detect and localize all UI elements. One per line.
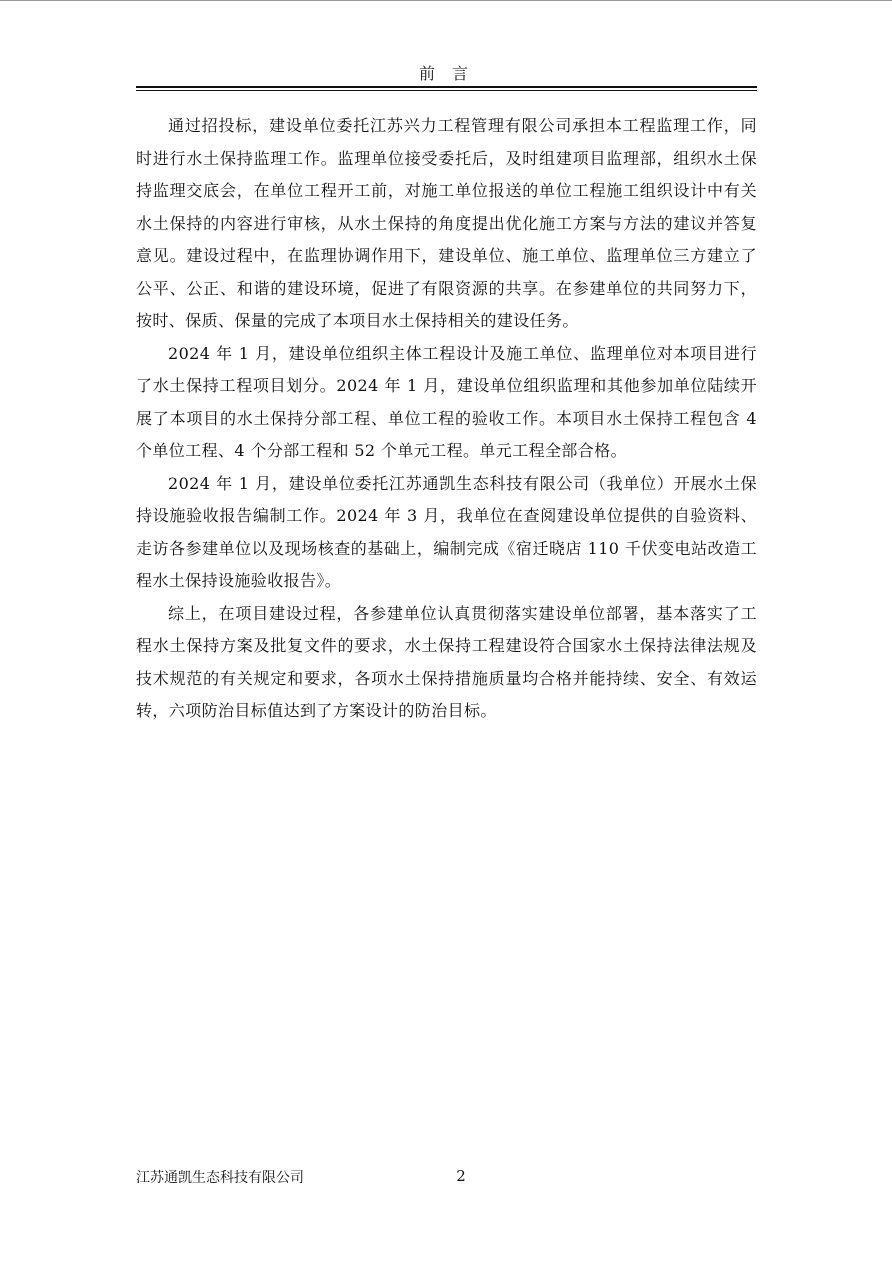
page-header-title: 前 言	[418, 64, 475, 83]
page-top-edge	[0, 0, 892, 1]
paragraph-supervision: 通过招投标，建设单位委托江苏兴力工程管理有限公司承担本工程监理工作，同时进行水土保持监理工作。监理单位接受委托后，及时组建项目监理部，组织水土保持监理交底会，在单位工程开工前，对施工单位报送的单位工程施工组织设计中有关水土保持的内容进行审核，从水土保持的角度提出优化施工方案与方法的建议并答复意见。建设过程中，在监理协调作用下，建设单位、施工单位、监理单位三方建立了公平、公正、和谐的建设环境，促进了有限资源的共享。在参建单位的共同努力下，按时、保质、保量的完成了本项目水土保持相关的建设任务。	[136, 116, 757, 330]
document-body	[136, 110, 757, 728]
header-rule-thick	[136, 86, 757, 88]
header-rule-thin	[136, 90, 757, 91]
paragraph-project-division: 2024 年 1 月，建设单位组织主体工程设计及施工单位、监理单位对本项目进行了水土保持工程项目划分。2024 年 1 月，建设单位组织监理和其他参加单位陆续开展了本项目的水土保持分部工程、单位工程的验收工作。本项目水土保持工程包含 4 个单位工程、4 个分部工程和 52 个单元工程。单元工程全部合格。	[136, 343, 757, 460]
paragraph-conclusion: 综上，在项目建设过程，各参建单位认真贯彻落实建设单位部署，基本落实了工程水土保持方案及批复文件的要求，水土保持工程建设符合国家水土保持法律法规及技术规范的有关规定和要求，各项水土保持措施质量均合格并能持续、安全、有效运转，六项防治目标值达到了方案设计的防治目标。	[136, 603, 757, 720]
footer-company-name: 江苏通凯生态科技有限公司	[136, 1170, 304, 1186]
paragraph-report-preparation: 2024 年 1 月，建设单位委托江苏通凯生态科技有限公司（我单位）开展水土保持设施验收报告编制工作。2024 年 3 月，我单位在查阅建设单位提供的自验资料、走访各参建单位以及现场核查的基础上，编制完成《宿迁晓店 110 千伏变电站改造工程水土保持设施验收报告》。	[136, 473, 757, 590]
footer-page-number: 2	[456, 1167, 466, 1185]
